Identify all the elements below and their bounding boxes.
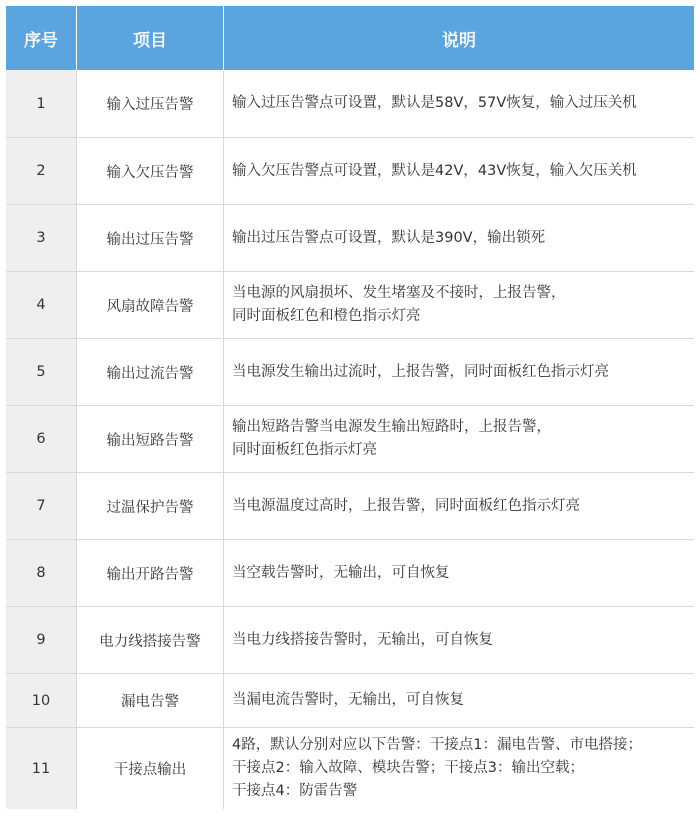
row-item: 输出过压告警	[76, 205, 223, 271]
row-item: 干接点输出	[76, 728, 223, 809]
table-row	[6, 472, 694, 539]
table-row	[6, 204, 694, 271]
row-desc: 当电源的风扇损坏、发生堵塞及不接时，上报告警， 同时面板红色和橙色指示灯亮	[223, 272, 694, 338]
table-row	[6, 338, 694, 405]
row-no: 3	[6, 205, 76, 271]
row-desc: 当电源温度过高时，上报告警，同时面板红色指示灯亮	[223, 473, 694, 539]
row-no: 2	[6, 138, 76, 204]
row-item: 过温保护告警	[76, 473, 223, 539]
row-item: 输出短路告警	[76, 406, 223, 472]
row-desc: 输出过压告警点可设置，默认是390V，输出锁死	[223, 205, 694, 271]
row-no: 6	[6, 406, 76, 472]
row-desc: 输入过压告警点可设置，默认是58V，57V恢复，输入过压关机	[223, 70, 694, 137]
row-desc: 4路，默认分别对应以下告警：干接点1：漏电告警、市电搭接； 干接点2：输入故障、模块告警；干接点3：输出空载； 干接点4：防雷告警	[223, 728, 694, 809]
header-desc: 说明	[223, 6, 694, 70]
table-row	[6, 137, 694, 204]
row-item: 电力线搭接告警	[76, 607, 223, 673]
row-desc: 当空载告警时，无输出，可自恢复	[223, 540, 694, 606]
row-item: 输出开路告警	[76, 540, 223, 606]
table-row	[6, 271, 694, 338]
row-desc: 输入欠压告警点可设置，默认是42V，43V恢复，输入欠压关机	[223, 138, 694, 204]
alarm-table	[6, 6, 694, 809]
row-desc: 当电力线搭接告警时，无输出，可自恢复	[223, 607, 694, 673]
row-no: 4	[6, 272, 76, 338]
row-desc: 当漏电流告警时，无输出，可自恢复	[223, 674, 694, 727]
table-row	[6, 70, 694, 137]
header-item: 项目	[76, 6, 223, 70]
row-no: 9	[6, 607, 76, 673]
row-desc: 当电源发生输出过流时，上报告警，同时面板红色指示灯亮	[223, 339, 694, 405]
row-item: 输入欠压告警	[76, 138, 223, 204]
header-no: 序号	[24, 30, 58, 51]
row-no: 10	[6, 674, 76, 727]
row-item: 输出过流告警	[76, 339, 223, 405]
table-row	[6, 539, 694, 606]
table-row	[6, 405, 694, 472]
table-row	[6, 673, 694, 727]
row-item: 风扇故障告警	[76, 272, 223, 338]
row-no: 8	[6, 540, 76, 606]
row-no: 5	[6, 339, 76, 405]
table-row	[6, 727, 694, 809]
table-row	[6, 606, 694, 673]
table-header	[6, 6, 694, 70]
row-item: 输入过压告警	[76, 70, 223, 137]
row-no: 11	[6, 728, 76, 809]
row-desc: 输出短路告警当电源发生输出短路时，上报告警， 同时面板红色指示灯亮	[223, 406, 694, 472]
row-item: 漏电告警	[76, 674, 223, 727]
row-no: 1	[6, 70, 76, 137]
row-no: 7	[6, 473, 76, 539]
